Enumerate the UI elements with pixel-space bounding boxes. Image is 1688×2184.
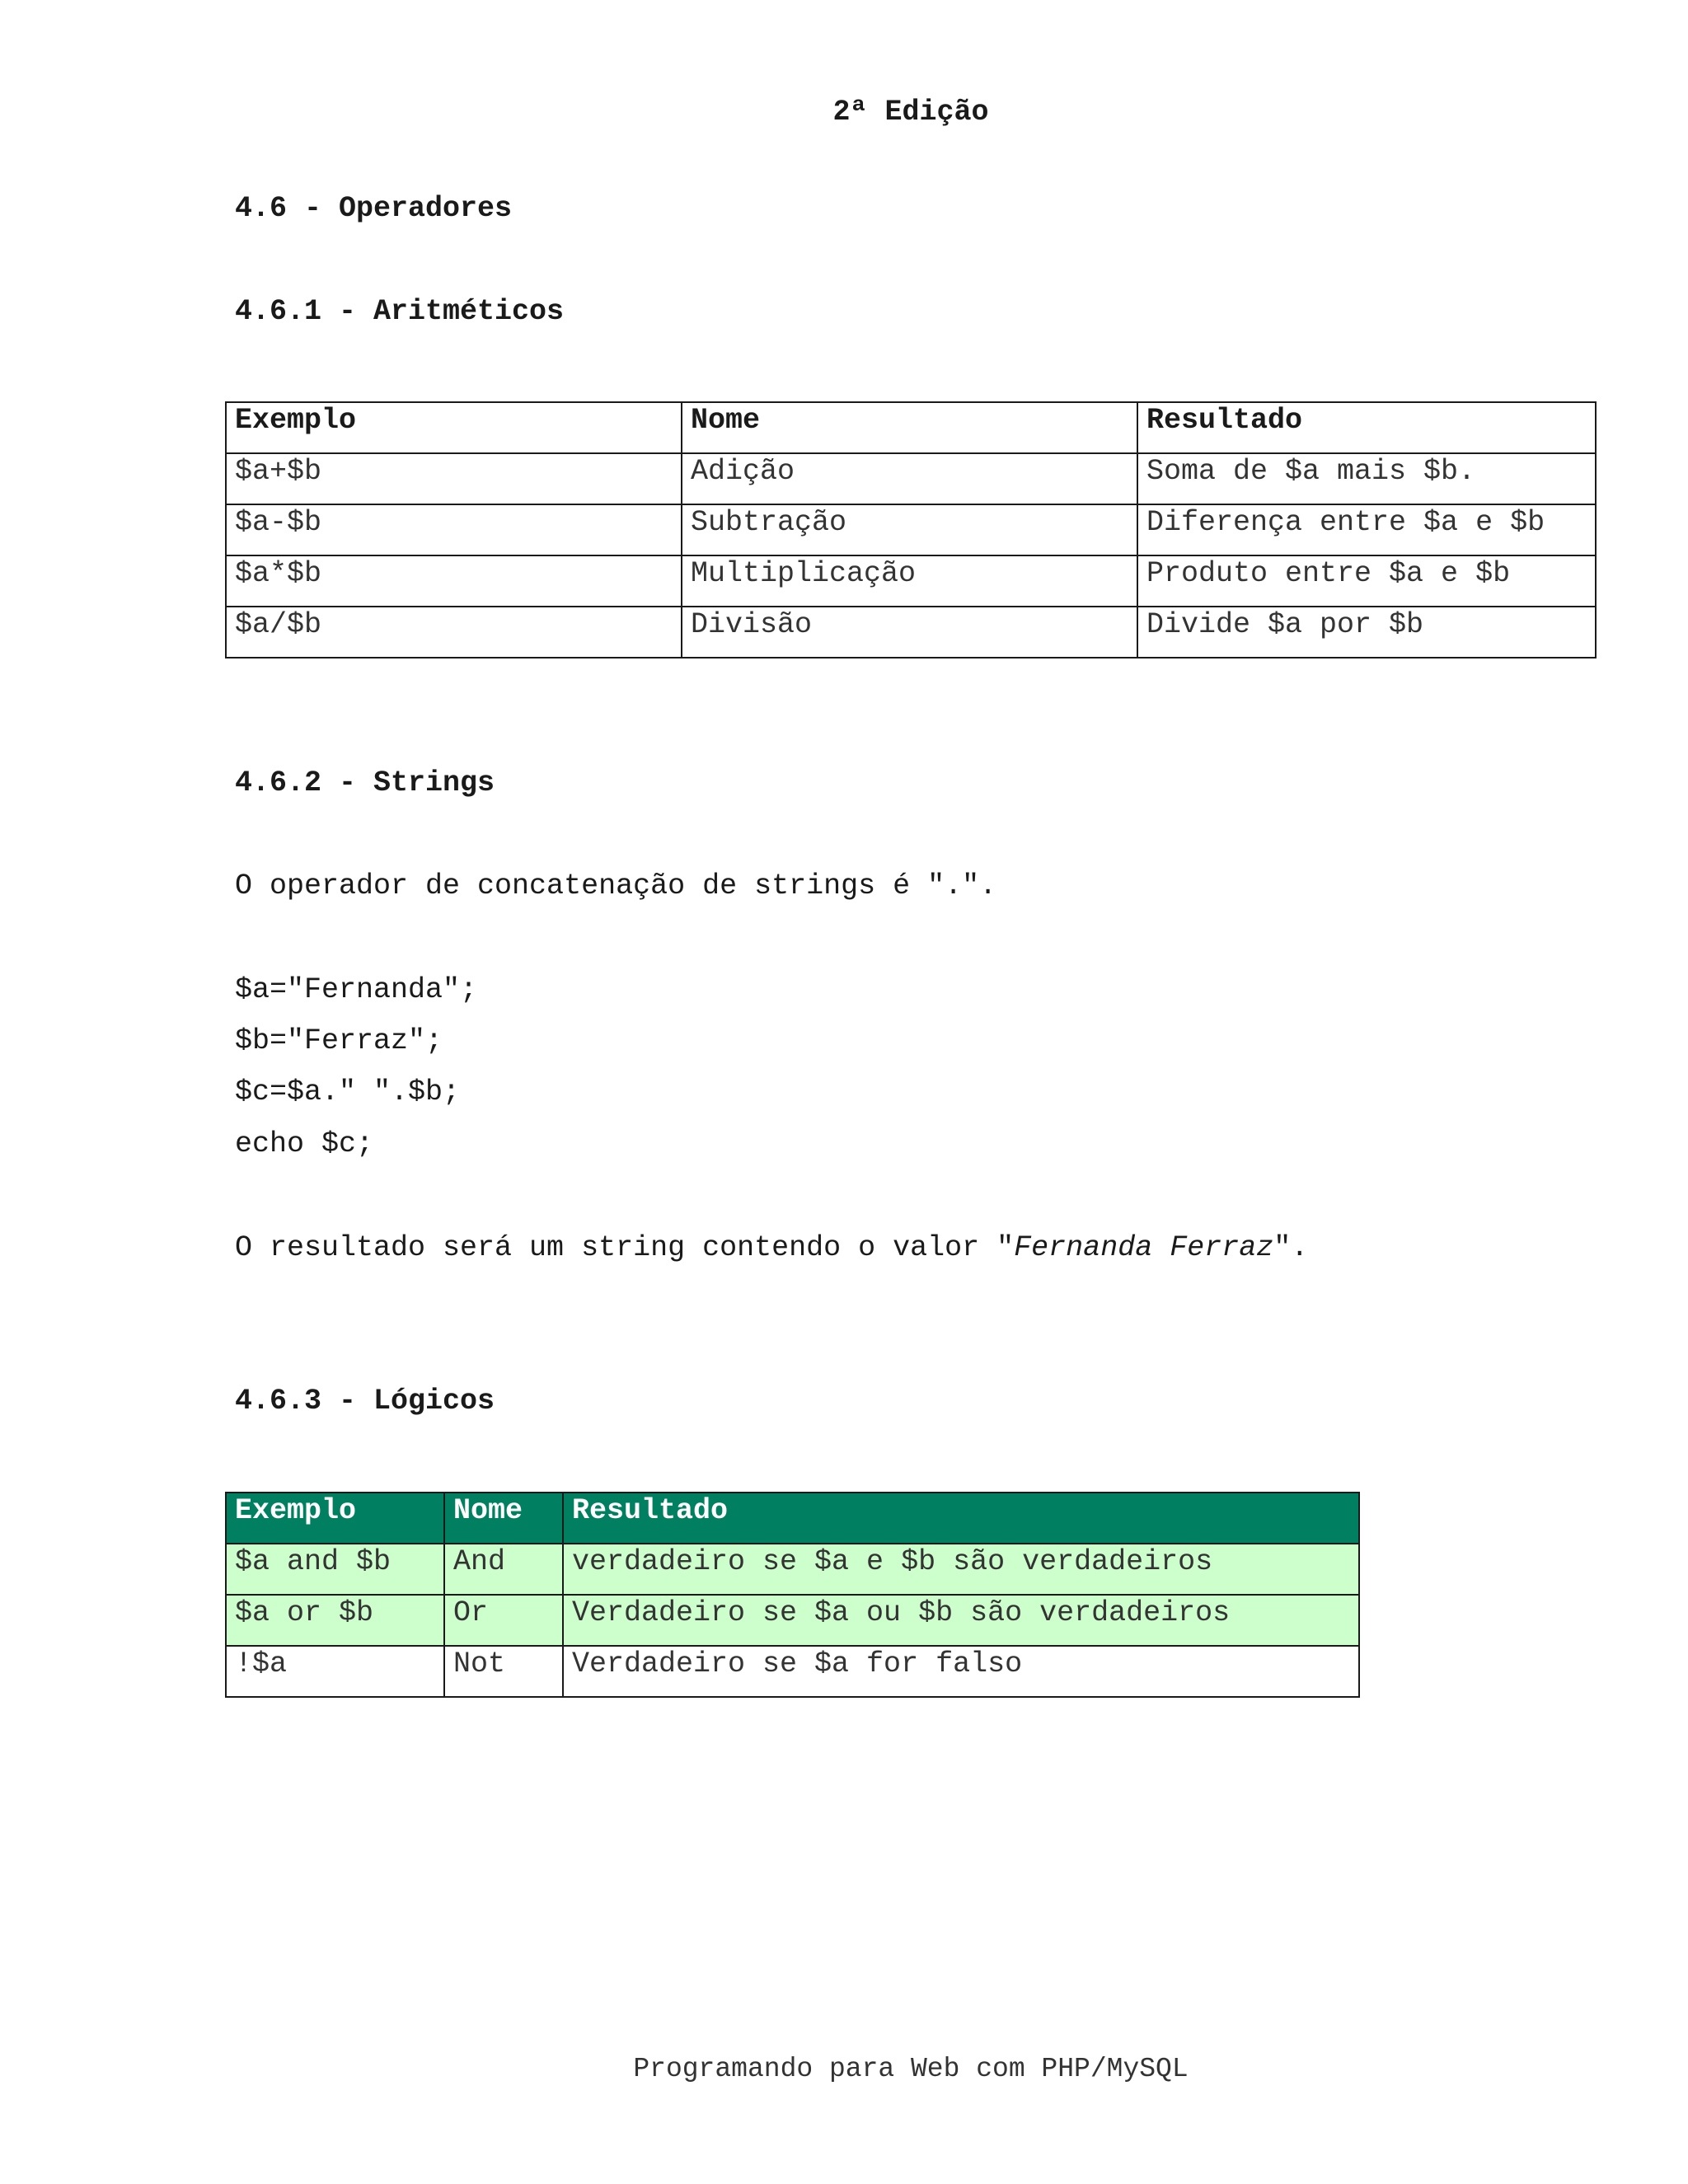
strings-title: 4.6.2 - Strings <box>235 766 495 799</box>
result-quote-close: " <box>1273 1231 1292 1264</box>
result-prefix: O resultado será um string contendo o valor <box>235 1231 997 1264</box>
arith-header-row <box>226 402 1596 453</box>
page-header: 2ª Edição <box>832 96 989 129</box>
logic-header-exemplo: Exemplo <box>226 1493 444 1544</box>
arith-cell-resultado: Diferença entre $a e $b <box>1137 504 1596 555</box>
logic-cell-nome: Or <box>444 1595 563 1646</box>
code-line: $c=$a." ".$b; <box>235 1076 461 1108</box>
logic-cell-nome: Not <box>444 1646 563 1697</box>
arith-cell-resultado: Divide $a por $b <box>1137 607 1596 658</box>
arith-cell-nome: Subtração <box>682 504 1137 555</box>
page-footer: Programando para Web com PHP/MySQL <box>633 2054 1189 2084</box>
logic-header-nome: Nome <box>444 1493 563 1544</box>
strings-result <box>235 1231 1308 1264</box>
logic-header-resultado: Resultado <box>563 1493 1359 1544</box>
strings-intro: O operador de concatenação de strings é ".". <box>235 869 997 902</box>
logic-title: 4.6.3 - Lógicos <box>235 1385 495 1418</box>
arith-cell-exemplo: $a-$b <box>226 504 682 555</box>
result-quote-open: " <box>996 1231 1015 1264</box>
section-title: 4.6 - Operadores <box>235 192 513 225</box>
code-line: $b="Ferraz"; <box>235 1024 443 1057</box>
table-row <box>226 1544 1359 1595</box>
arith-header-exemplo: Exemplo <box>226 402 682 453</box>
logic-table <box>225 1492 1360 1698</box>
result-value: Fernanda Ferraz <box>1014 1231 1274 1264</box>
logic-cell-exemplo: $a or $b <box>226 1595 444 1646</box>
arith-cell-exemplo: $a+$b <box>226 453 682 504</box>
code-line: echo $c; <box>235 1127 374 1160</box>
code-line: $a="Fernanda"; <box>235 973 478 1006</box>
table-row <box>226 607 1596 658</box>
arith-cell-resultado: Produto entre $a e $b <box>1137 555 1596 607</box>
logic-cell-exemplo: !$a <box>226 1646 444 1697</box>
arith-cell-nome: Divisão <box>682 607 1137 658</box>
table-row <box>226 555 1596 607</box>
arith-table <box>225 401 1597 658</box>
logic-cell-nome: And <box>444 1544 563 1595</box>
logic-cell-resultado: Verdadeiro se $a for falso <box>563 1646 1359 1697</box>
logic-cell-resultado: verdadeiro se $a e $b são verdadeiros <box>563 1544 1359 1595</box>
arith-cell-resultado: Soma de $a mais $b. <box>1137 453 1596 504</box>
arith-title: 4.6.1 - Aritméticos <box>235 295 565 328</box>
arith-cell-exemplo: $a/$b <box>226 607 682 658</box>
arith-header-resultado: Resultado <box>1137 402 1596 453</box>
arith-cell-nome: Adição <box>682 453 1137 504</box>
arith-header-nome: Nome <box>682 402 1137 453</box>
arith-cell-exemplo: $a*$b <box>226 555 682 607</box>
logic-cell-resultado: Verdadeiro se $a ou $b são verdadeiros <box>563 1595 1359 1646</box>
logic-header-row <box>226 1493 1359 1544</box>
arith-cell-nome: Multiplicação <box>682 555 1137 607</box>
table-row <box>226 504 1596 555</box>
result-suffix: . <box>1291 1231 1309 1264</box>
logic-cell-exemplo: $a and $b <box>226 1544 444 1595</box>
table-row <box>226 1595 1359 1646</box>
table-row <box>226 1646 1359 1697</box>
table-row <box>226 453 1596 504</box>
